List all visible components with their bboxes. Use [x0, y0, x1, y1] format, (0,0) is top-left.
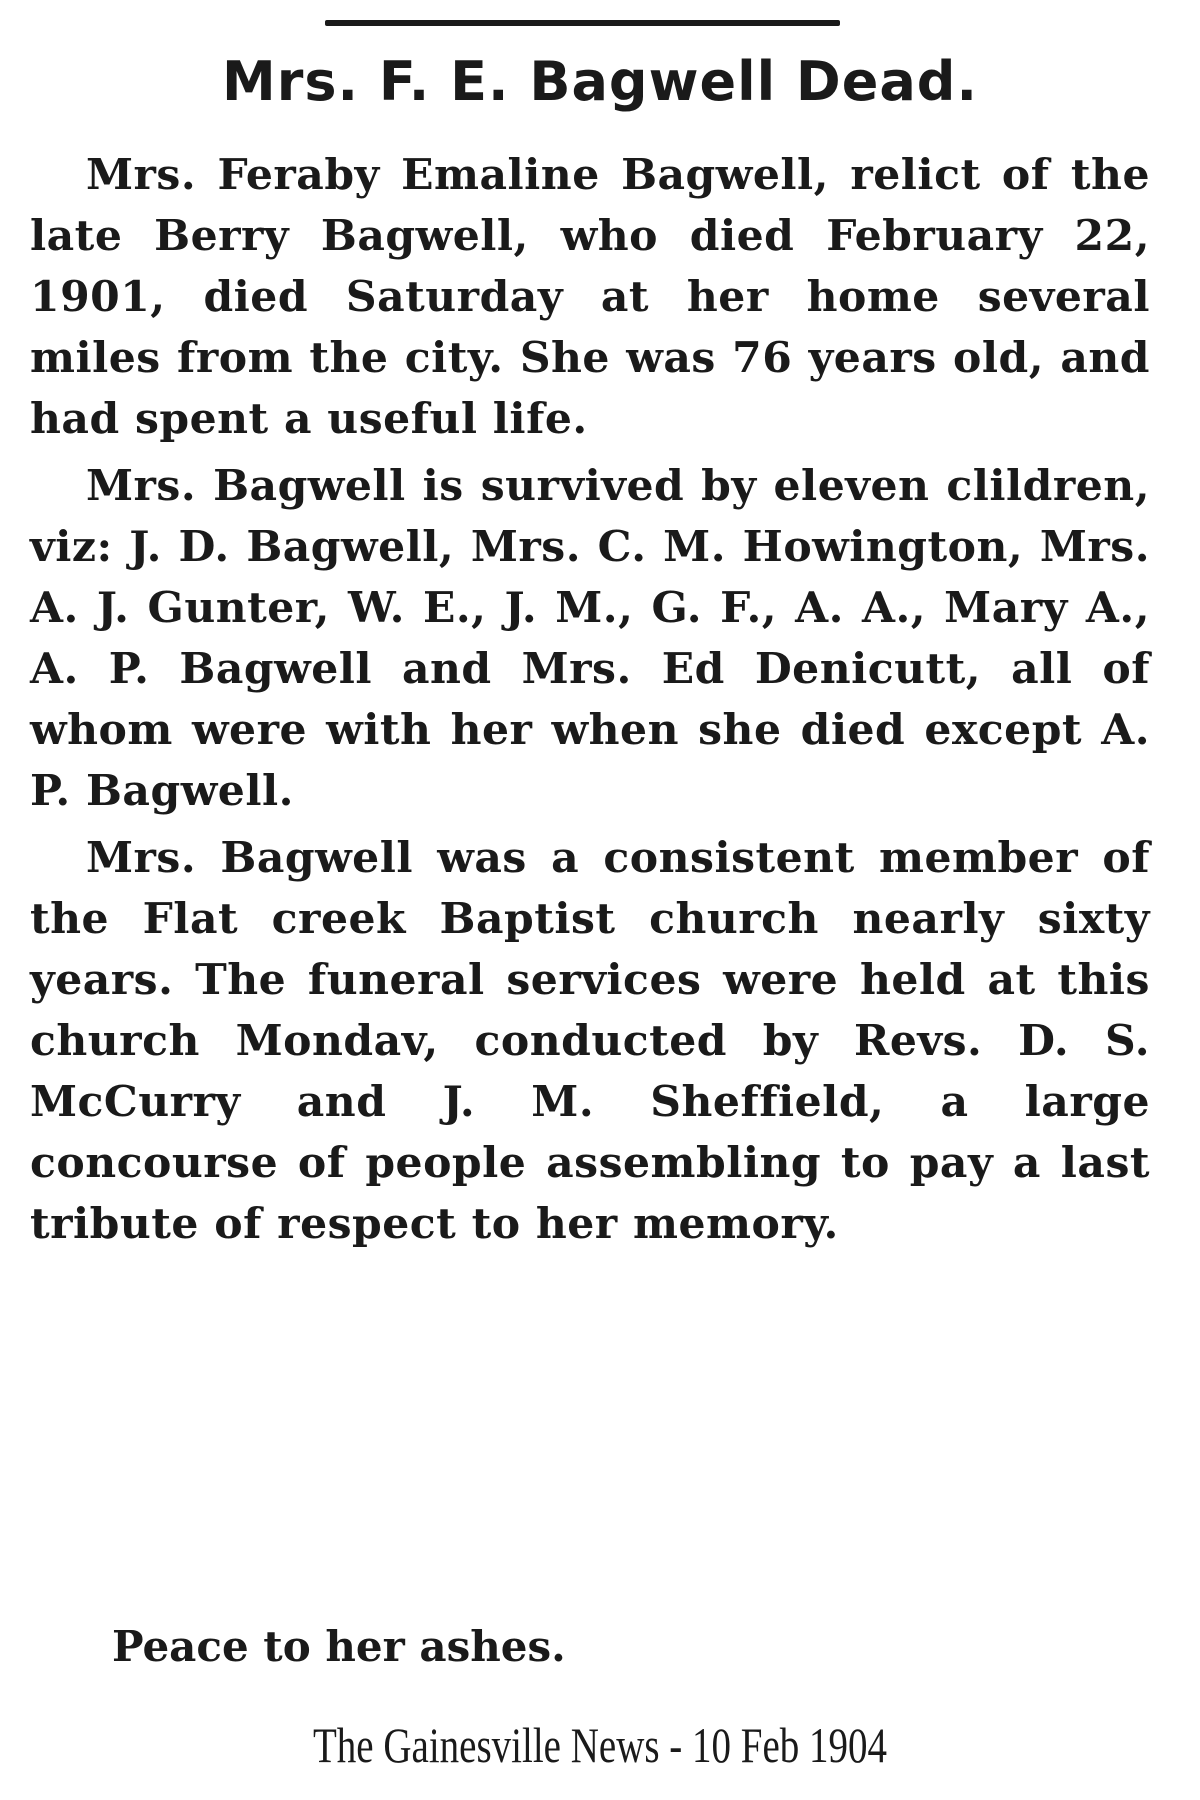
article-paragraph-2: Mrs. Bagwell is survived by eleven clildren, viz: J. D. Bagwell, Mrs. C. M. Howington, Mrs. A. J. Gunter, W. E., J. M., G. F., A. A., Mary A., A. P. Bagwell and Mrs. Ed Denicutt, all of whom were with her when she died except A. P. Bagwell. [30, 461, 1150, 816]
article-paragraph-3: Mrs. Bagwell was a consistent member of the Flat creek Baptist church nearly sixty years. The funeral services were held at this church Mondav, conducted by Revs. D. S. McCurry and J. M. Sheffield, a large concourse of people assembling to pay a last tribute of respect to her memory. [30, 833, 1150, 1249]
closing-line: Peace to her ashes. [112, 1622, 566, 1671]
top-rule-divider [325, 20, 840, 26]
headline: Mrs. F. E. Bagwell Dead. [222, 50, 978, 113]
article-body [30, 145, 1150, 1261]
article-paragraph-1: Mrs. Feraby Emaline Bagwell, relict of the late Berry Bagwell, who died February 22, 1901, died Saturday at her home several miles from the city. She was 76 years old, and had spent a useful life. [30, 150, 1150, 444]
source-caption: The Gainesville News - 10 Feb 1904 [312, 1717, 888, 1773]
